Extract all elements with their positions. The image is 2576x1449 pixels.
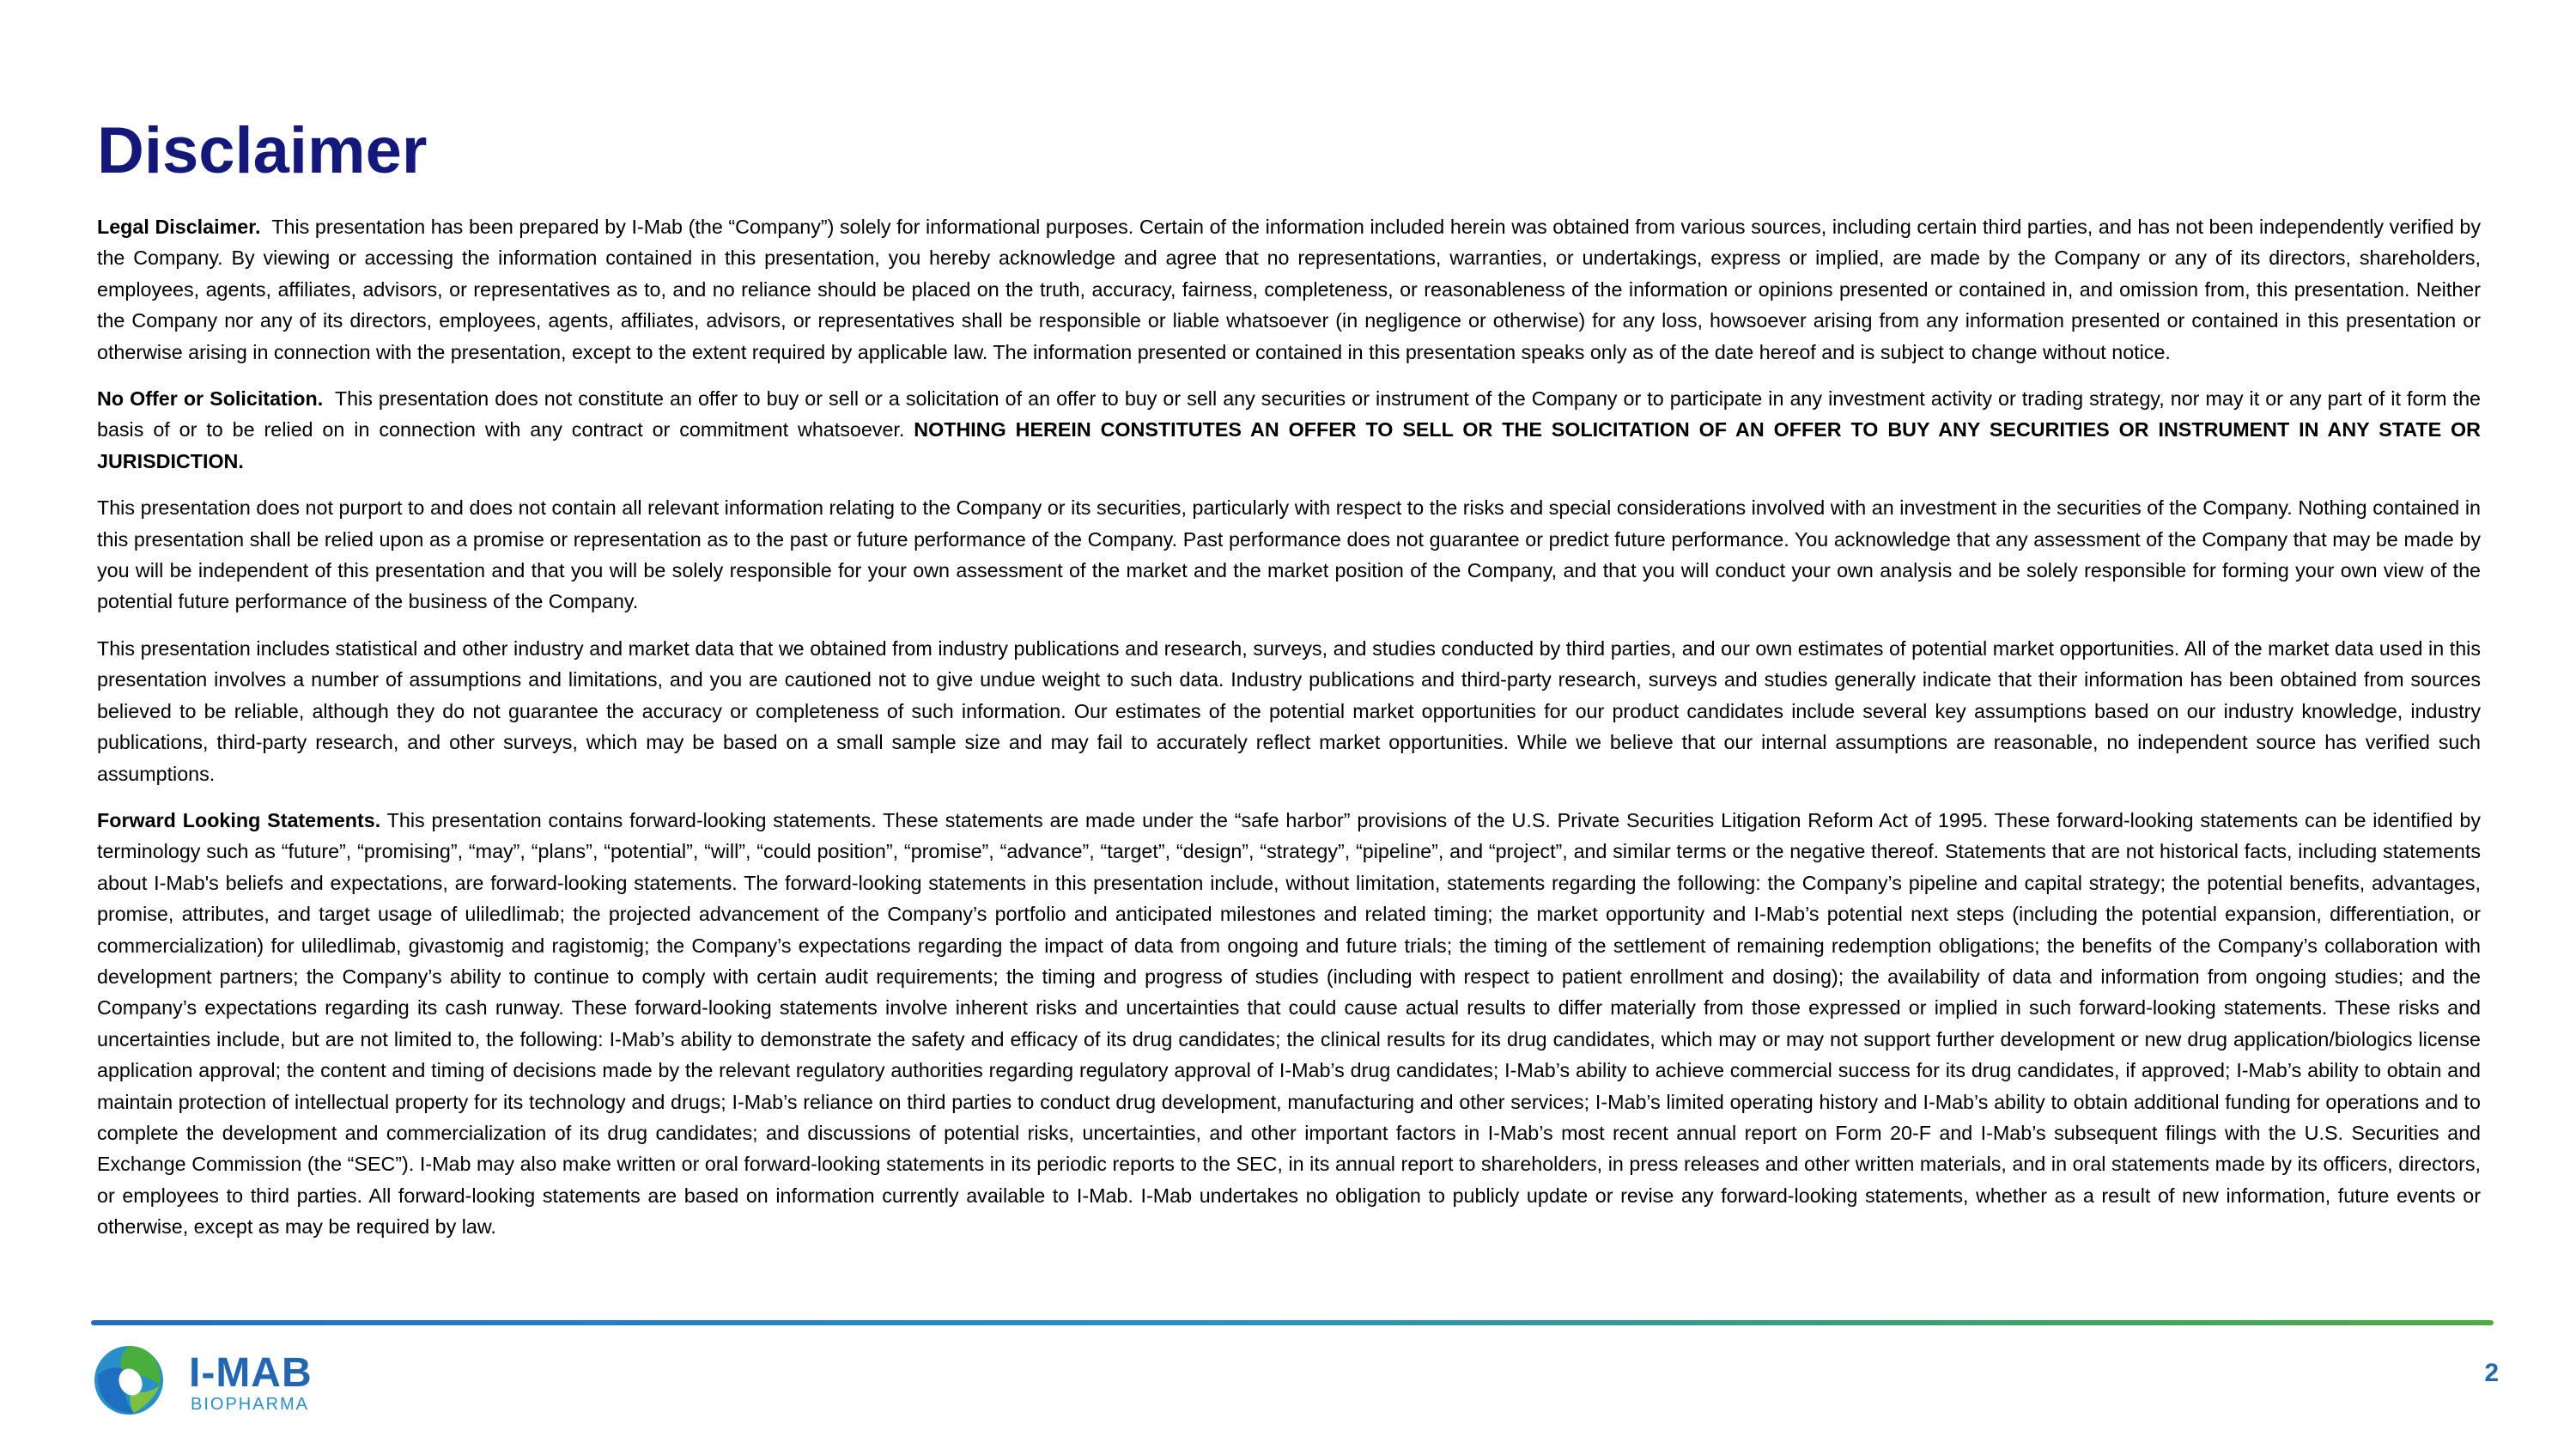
purport-text: This presentation does not purport to and does not contain all relevant information relating to the Company or its securities, particularly with respect to the risks and special considerations involved with an investment in the securities of the Company. Nothing contained in this presentation shall be relied upon as a promise or representation as to the past or future performance of the Company. Past performance does not guarantee or predict future performance. You acknowledge that any assessment of the Company that may be made by you will be independent of this presentation and that you will be solely responsible for your own assessment of the market and the market position of the Company, and that you will conduct your own analysis and be solely responsible for forming your own view of the potential future performance of the business of the Company. [97,496,2481,613]
no-offer-text: This presentation does not constitute an offer to buy or sell or a solicitation of an offer to buy or sell any securities or instrument of the Company or to participate in any investment activity or trading strategy, nor may it or any part of it form the basis of or to be relied on in connection with any contract or commitment whatsoever. [97,387,2482,441]
market-data-paragraph [97,633,2481,789]
purport-paragraph [97,492,2481,618]
page-number: 2 [2484,1359,2499,1387]
company-logo [89,1337,330,1423]
forward-looking-paragraph [97,805,2481,1243]
no-offer-paragraph [97,383,2481,477]
legal-disclaimer-heading: Legal Disclaimer. [97,216,261,238]
no-offer-caps-statement: NOTHING HEREIN CONSTITUTES AN OFFER TO SELL OR THE SOLICITATION OF AN OFFER TO BUY ANY SECURITIES OR INSTRUMENT IN ANY STATE OR JURISDICTION. [97,418,2481,472]
market-data-text: This presentation includes statistical and other industry and market data that we obtained from industry publications and research, surveys, and studies conducted by third parties, and our own estimates of potential market opportunities. All of the market data used in this presentation involves a number of assumptions and limitations, and you are cautioned not to give undue weight to such data. Industry publications and third-party research, surveys and studies generally indicate that their information has been obtained from sources believed to be reliable, although they do not guarantee the accuracy or completeness of such information. Our estimates of the potential market opportunities for our product candidates include several key assumptions based on our industry knowledge, industry publications, third-party research, and other surveys, which may be based on a small sample size and may fail to accurately reflect market opportunities. While we believe that our internal assumptions are reasonable, no independent source has verified such assumptions. [97,636,2481,785]
logo-wordmark: I-MAB [189,1350,313,1396]
forward-looking-heading: Forward Looking Statements. [97,808,381,831]
imab-logo-icon [89,1341,168,1420]
page-title: Disclaimer [97,114,428,187]
logo-subtitle: BIOPHARMA [191,1395,310,1414]
no-offer-heading: No Offer or Solicitation. [97,387,324,411]
footer-divider [91,1320,2494,1325]
disclaimer-body [97,211,2481,1258]
forward-looking-text: This presentation contains forward-looking statements. These statements are made under the “safe harbor” provisions of the U.S. Private Securities Litigation Reform Act of 1995. These forward-looking statements can be identified by terminology such as “future”, “promising”, “may”, “plans”, “potential”, “will”, “could position”, “promise”, “advance”, “target”, “design”, “strategy”, “pipeline”, and “project”, and similar terms or the negative thereof. Statements that are not historical facts, including statements about I-Mab's beliefs and expectations, are forward-looking statements. The forward-looking statements in this presentation include, without limitation, statements regarding the following: the Company’s pipeline and capital strategy; the potential benefits, advantages, promise, attributes, and target usage of uliledlimab; the projected advancement of the Company’s portfolio and anticipated milestones and related timing; the market opportunity and I-Mab’s potential next steps (including the potential expansion, differentiation, or commercialization) for uliledlimab, givastomig and ragistomig; the Company’s expectations regarding the impact of data from ongoing and future trials; the timing of the settlement of remaining redemption obligations; the benefits of the Company’s collaboration with development partners; the Company’s ability to continue to comply with certain audit requirements; the timing and progress of studies (including with respect to patient enrollment and dosing); the availability of data and information from ongoing studies; and the Company’s expectations regarding its cash runway. These forward-looking statements involve inherent risks and uncertainties that could cause actual results to differ materially from those expressed or implied in such forward-looking statements. These risks and uncertainties include, but are not limited to, the following: I-Mab’s ability to demonstrate the safety and efficacy of its drug candidates; the clinical results for its drug candidates, which may or may not support further development or new drug application/biologics license application approval; the content and timing of decisions made by the relevant regulatory authorities regarding regulatory approval of I-Mab’s drug candidates; I-Mab’s ability to achieve commercial success for its drug candidates, if approved; I-Mab’s ability to obtain and maintain protection of intellectual property for its technology and drugs; I-Mab’s reliance on third parties to conduct drug development, manufacturing and other services; I-Mab’s limited operating history and I-Mab’s ability to obtain additional funding for operations and to complete the development and commercialization of its drug candidates; and discussions of potential risks, uncertainties, and other important factors in I-Mab’s most recent annual report on Form 20-F and I-Mab’s subsequent filings with the U.S. Securities and Exchange Commission (the “SEC”). I-Mab may also make written or oral forward-looking statements in its periodic reports to the SEC, in its annual report to shareholders, in press releases and other written materials, and in oral statements made by its officers, directors, or employees to third parties. All forward-looking statements are based on information currently available to I-Mab. I-Mab undertakes no obligation to publicly update or revise any forward-looking statements, whether as a result of new information, future events or otherwise, except as may be required by law. [97,808,2481,1239]
legal-disclaimer-paragraph [97,211,2481,368]
legal-disclaimer-text: This presentation has been prepared by I-Mab (the “Company”) solely for informational purposes. Certain of the information included herein was obtained from various sources, including certain third parties, and has not been independently verified by the Company. By viewing or accessing the information contained in this presentation, you hereby acknowledge and agree that no representations, warranties, or undertakings, express or implied, are made by the Company or any of its directors, shareholders, employees, agents, affiliates, advisors, or representatives as to, and no reliance should be placed on the truth, accuracy, fairness, completeness, or reasonableness of the information or opinions presented or contained in, and omission from, this presentation. Neither the Company nor any of its directors, employees, agents, affiliates, advisors, or representatives shall be responsible or liable whatsoever (in negligence or otherwise) for any loss, howsoever arising from any information presented or contained in this presentation or otherwise arising in connection with the presentation, except to the extent required by applicable law. The information presented or contained in this presentation speaks only as of the date hereof and is subject to change without notice. [97,216,2481,363]
